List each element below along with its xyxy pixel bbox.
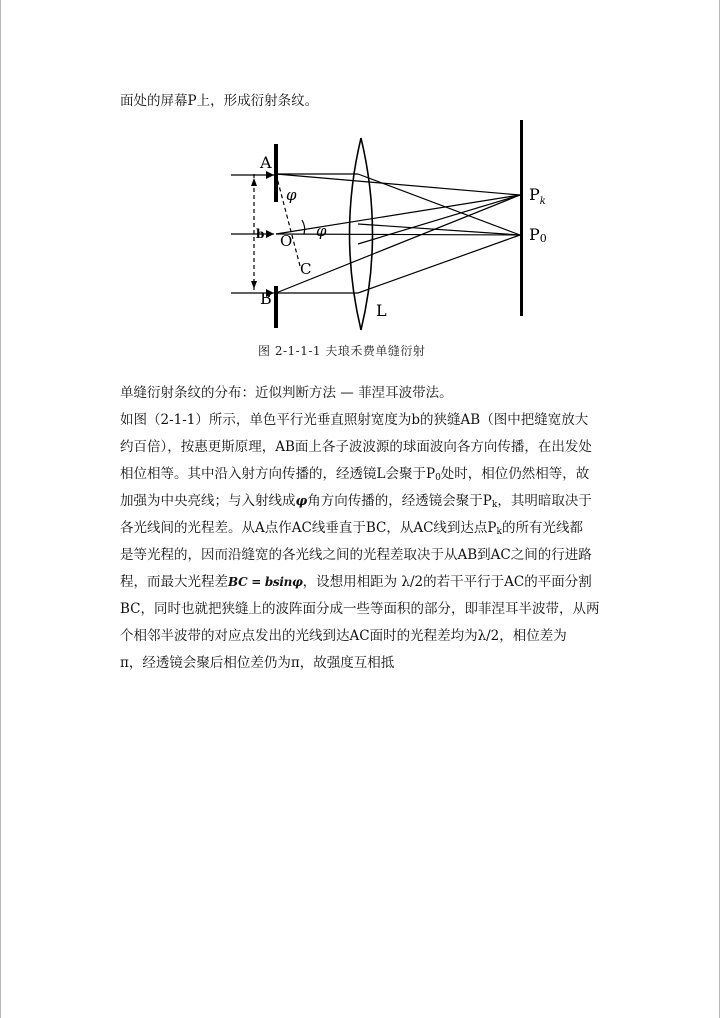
ray-b-to-p0: [358, 235, 520, 293]
body-line-7: 程，而最大光程差BC = bsinφ，设想用相距为 λ/2的若干平行于AC的平面分割: [120, 574, 592, 590]
label-a: A: [260, 153, 272, 172]
width-arrow-top: [251, 178, 257, 186]
arrowhead-1: [266, 171, 274, 179]
label-b: B: [260, 289, 272, 308]
ray-lower-to-pk: [358, 195, 520, 244]
body-line-1: 如图（2-1-1）所示，单色平行光垂直照射宽度为b的狭缝AB（图中把缝宽放大: [120, 412, 589, 428]
label-b-width: b: [256, 227, 265, 241]
phi-symbol: φ: [295, 494, 308, 509]
slit-edge-top: [274, 144, 278, 202]
body-line-4: 加强为中央亮线；与入射线成φ角方向传播的，经透镜会聚于$P_k$，其明暗取决于: [120, 493, 592, 510]
body-line-10: π，经透镜会聚后相位差仍为π，故强度互相抵: [120, 655, 395, 671]
label-pk: $P_k$: [529, 185, 546, 207]
body-line-6: 是等光程的，因而沿缝宽的各光线之间的光程差取决于从AB到AC之间的行进路: [120, 547, 592, 563]
body-line-8: BC，同时也就把狭缝上的波阵面分成一些等面积的部分，即菲涅耳半波带，从两: [120, 601, 600, 617]
section-paragraph: [120, 380, 640, 407]
width-arrow-bottom: [251, 281, 257, 289]
body-line-3: 相位相等。其中沿入射方向传播的，经透镜L会聚于$P_0$处时，相位仍然相等，故: [120, 466, 590, 483]
body-line-9: 个相邻半波带的对应点发出的光线到达AC面时的光程差均为λ/2，相位差为: [120, 628, 567, 644]
intro-line: 面处的屏幕P上，形成衍射条纹。: [120, 93, 319, 109]
ray-o-to-pk: [276, 195, 520, 234]
label-p0: P0: [529, 225, 547, 245]
label-phi-mid: φ: [316, 222, 327, 240]
slit-edge-bottom: [274, 286, 278, 328]
label-phi-top: φ: [286, 186, 297, 204]
formula-bc: BC = bsinφ: [228, 575, 303, 589]
ray-axis: [276, 234, 520, 235]
page-border-left: [0, 0, 1, 1018]
single-slit-diffraction-figure: [226, 116, 556, 338]
label-c: C: [300, 260, 312, 278]
observation-screen: [520, 120, 523, 316]
figure-caption: 图 2-1-1-1 夫琅禾费单缝衍射: [258, 344, 426, 358]
body-line-2: 约百倍），按惠更斯原理，AB面上各子波波源的球面波向各方向传播，在出发处: [120, 439, 592, 455]
angle-arc: [302, 220, 305, 234]
arrowhead-2: [266, 230, 274, 238]
intro-paragraph: [120, 88, 640, 115]
label-l: L: [376, 301, 387, 320]
label-o: O: [280, 232, 293, 250]
body-line-5: 各光线间的光程差。从A点作AC线垂直于BC，从AC线到达点$P_k$的所有光线都: [120, 520, 583, 537]
body-paragraph: [120, 407, 640, 677]
ray-a-to-pk: [276, 174, 520, 195]
section-line: 单缝衍射条纹的分布：近似判断方法 — 菲涅耳波带法。: [120, 385, 453, 401]
